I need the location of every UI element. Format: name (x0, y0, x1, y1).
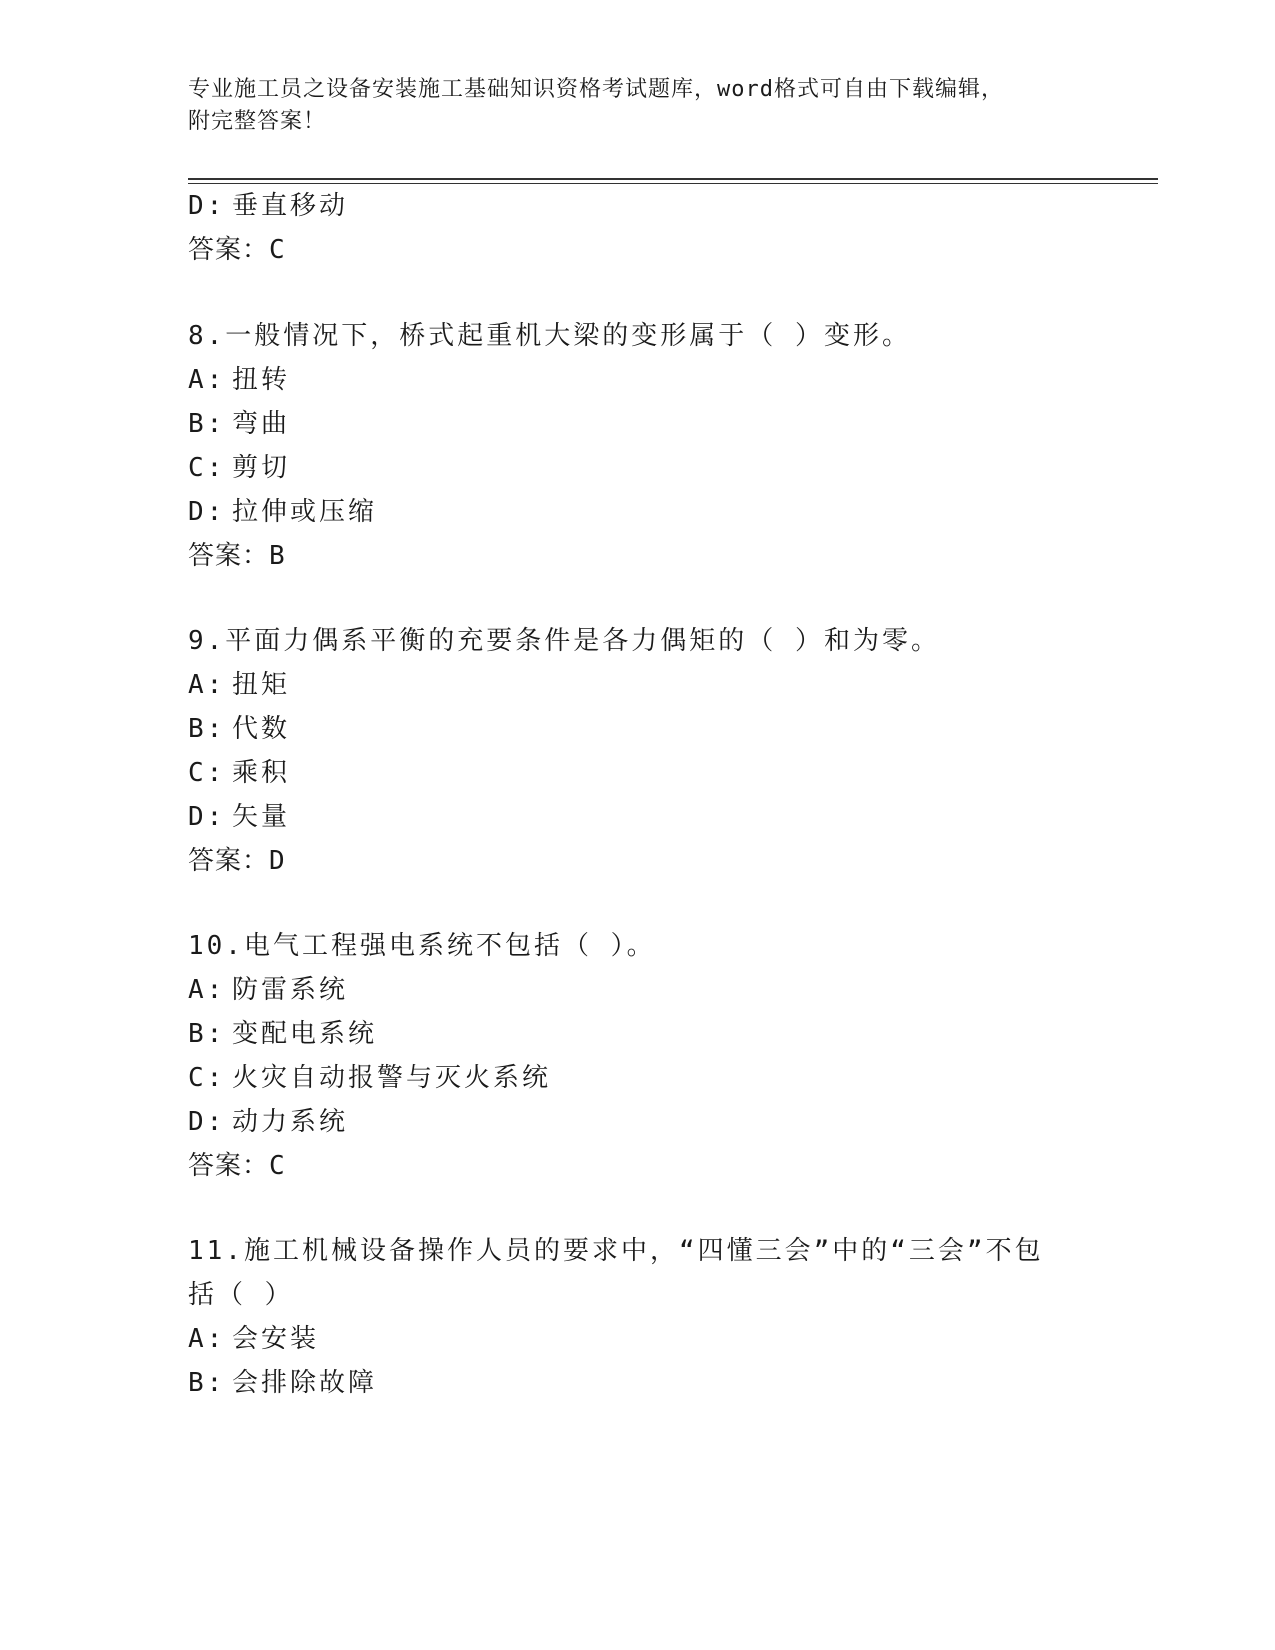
q10-option-b (188, 1016, 377, 1052)
option-label: A: (188, 365, 226, 395)
q9-stem: 9.平面力偶系平衡的充要条件是各力偶矩的（ ）和为零。 (188, 626, 940, 656)
option-label: B: (188, 714, 226, 744)
q9-option-c (188, 755, 290, 791)
q11-stem-line-2: 括（ ） (188, 1280, 294, 1310)
q8-option-a (188, 362, 290, 398)
q8-answer: 答案：B (188, 541, 286, 571)
option-label: C: (188, 758, 226, 788)
q10-option-c (188, 1060, 551, 1096)
option-label: D: (188, 1107, 226, 1137)
q10-stem: 10.电气工程强电系统不包括（ ）。 (188, 931, 656, 961)
q10-option-d (188, 1104, 348, 1140)
header-rule-thin (188, 183, 1158, 184)
option-label: A: (188, 975, 226, 1005)
option-text: 扭矩 (232, 670, 291, 700)
option-text: 会排除故障 (232, 1368, 378, 1398)
q10-answer: 答案：C (188, 1151, 286, 1181)
q9-answer: 答案：D (188, 846, 286, 876)
q8-option-c (188, 450, 290, 486)
option-text: 矢量 (232, 802, 291, 832)
option-text: 拉伸或压缩 (232, 497, 378, 527)
option-text: 弯曲 (232, 409, 291, 439)
option-text: 火灾自动报警与灭火系统 (232, 1063, 552, 1093)
q7-option-d (188, 188, 348, 224)
option-label: D: (188, 497, 226, 527)
q11-option-b (188, 1365, 377, 1401)
q8-stem: 8.一般情况下，桥式起重机大梁的变形属于（ ）变形。 (188, 321, 911, 351)
option-text: 防雷系统 (232, 975, 349, 1005)
q11-option-a (188, 1321, 319, 1357)
option-text: 乘积 (232, 758, 291, 788)
option-text: 垂直移动 (232, 191, 349, 221)
q9-option-d (188, 799, 290, 835)
q7-answer: 答案：C (188, 235, 286, 265)
header-line-2: 附完整答案！ (188, 109, 327, 134)
option-text: 会安装 (232, 1324, 320, 1354)
option-label: A: (188, 1324, 226, 1354)
option-text: 动力系统 (232, 1107, 349, 1137)
q8-option-b (188, 406, 290, 442)
option-label: A: (188, 670, 226, 700)
q8-option-d (188, 494, 377, 530)
q11-stem-line-1: 11.施工机械设备操作人员的要求中，“四懂三会”中的“三会”不包 (188, 1236, 1044, 1266)
option-text: 代数 (232, 714, 291, 744)
option-label: B: (188, 1019, 226, 1049)
document-header (188, 74, 1088, 138)
header-line-1: 专业施工员之设备安装施工基础知识资格考试题库，word格式可自由下载编辑， (188, 77, 1004, 102)
option-text: 扭转 (232, 365, 291, 395)
header-rule-thick (188, 178, 1158, 180)
option-label: D: (188, 191, 226, 221)
option-label: B: (188, 409, 226, 439)
option-label: C: (188, 453, 226, 483)
q9-option-b (188, 711, 290, 747)
option-label: C: (188, 1063, 226, 1093)
option-text: 剪切 (232, 453, 291, 483)
option-label: B: (188, 1368, 226, 1398)
option-label: D: (188, 802, 226, 832)
q10-option-a (188, 972, 348, 1008)
option-text: 变配电系统 (232, 1019, 378, 1049)
q9-option-a (188, 667, 290, 703)
